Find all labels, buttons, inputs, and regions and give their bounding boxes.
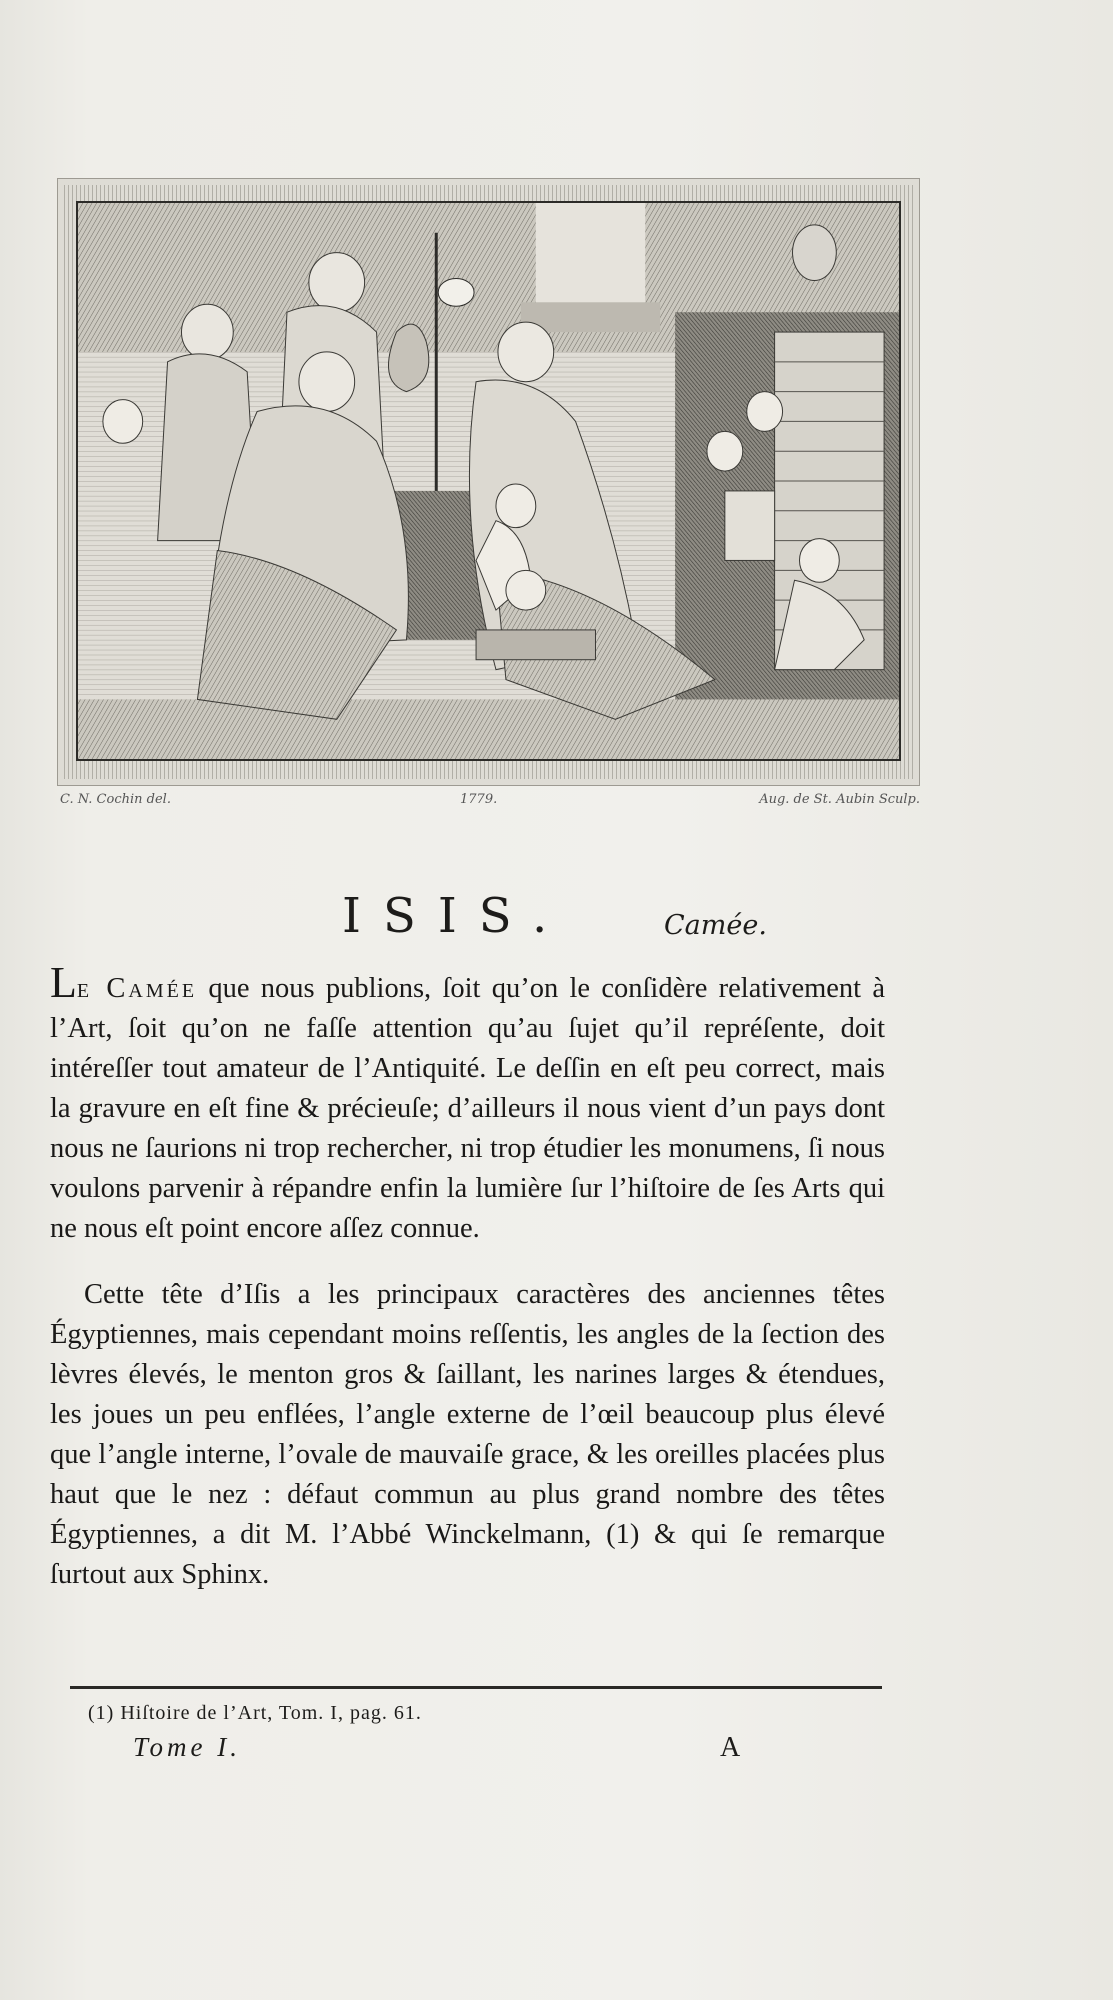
drop-cap: L (50, 958, 77, 1007)
body-text (50, 958, 886, 1595)
footnote-rule (70, 1686, 882, 1689)
opening-smallcaps: e Camée (76, 973, 198, 1004)
paragraph-1-text: que nous publions, ſoit qu’on le conſidère relativement à l’Art, ſoit qu’on ne faſſe attention qu’au ſujet qu’il repréſente, doit intéreſſer tout amateur de l’Antiquité. Le deſſin en eſt peu correct, mais la gravure en eſt fine & précieuſe; d’ailleurs il nous vient d’un pays dont nous ne ſaurions ni trop rechercher, ni trop étudier les monumens, ſi nous voulons parvenir à répandre enfin la lumière ſur l’hiſtoire de ſes Arts qui ne nous eſt point encore aſſez connue. (50, 973, 886, 1244)
engraving-illustration (76, 201, 901, 761)
caption-draughtsman: C. N. Cochin del. (60, 792, 171, 807)
caption-engraver: Aug. de St. Aubin Sculp. (759, 792, 920, 807)
heading (0, 888, 1113, 948)
page-subtitle: Camée. (664, 910, 767, 941)
page-title: ISIS. (342, 888, 570, 944)
volume-mark: Tome I. (133, 1732, 242, 1762)
footnote: (1) Hiſtoire de l’Art, Tom. I, pag. 61. (88, 1702, 422, 1724)
paragraph-2: Cette tête d’Iſis a les principaux caractères des anciennes têtes Égyptiennes, mais cependant moins reſſentis, les angles de la ſection des lèvres élevés, le menton gros & ſaillant, les narines larges & étendues, les joues un peu enflées, l’angle externe de l’œil beaucoup plus élevé que l’angle interne, l’ovale de mauvaiſe grace, & les oreilles placées plus haut que le nez : défaut commun au plus grand nombre des têtes Égyptiennes, a dit M. l’Abbé Winckelmann, (1) & qui ſe remarque ſurtout aux Sphinx. (50, 1279, 885, 1590)
engraving-plate (57, 178, 920, 786)
plate-captions (60, 788, 920, 818)
signature-line (0, 1732, 1113, 1772)
engraving-scene (78, 203, 899, 759)
paragraph-1 (50, 958, 886, 1249)
caption-year: 1779. (460, 792, 498, 807)
signature-letter: A (720, 1732, 741, 1763)
